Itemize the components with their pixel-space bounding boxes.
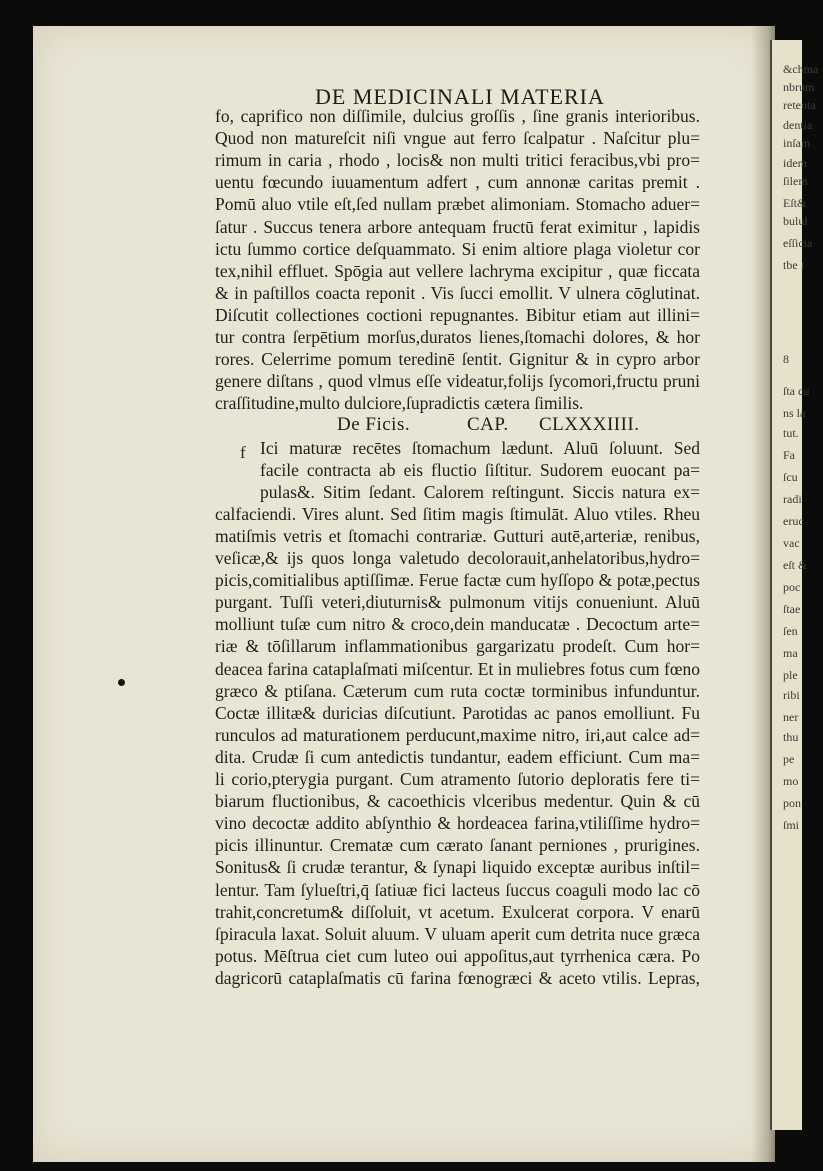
text-line: genere diſtans , quod vlmus eſſe videatur,folijs ſycomori,fructu pruni (215, 371, 700, 392)
chapter-heading (337, 414, 677, 436)
text-line: riæ & tōſillarum inflammationibus gargarizatu prodeſt. Cum hor= (215, 636, 700, 657)
facing-page-fragment: ſtae (783, 602, 801, 616)
text-line: craſſitudine,multo dulciore,ſupradictis cætera ſimilis. (215, 393, 584, 414)
facing-page-fragment: &chma (783, 62, 819, 76)
facing-page-fragment: ribi (783, 688, 800, 702)
text-line: potus. Mēſtrua ciet cum luteo oui appoſitus,aut tyrrhenica cæra. Po (215, 945, 700, 966)
facing-page-fragment: pe (783, 752, 795, 766)
facing-page-fragment: tbe I (783, 258, 805, 272)
chapter-number: CLXXXIIII. (539, 414, 640, 436)
chapter-title: De Ficis. (337, 414, 411, 436)
text-line: li corio,pterygia purgant. Cum atramento ſutorio deploratis fere ti= (215, 769, 700, 789)
facing-page-fragment: eruc (783, 514, 804, 528)
facing-page-fragment: tut. (783, 426, 799, 440)
text-line: dagricorū cataplaſmatis cū farina fœnogræci & aceto vtilis. Lepras, (215, 967, 700, 988)
text-line: molliunt tuſæ cum nitro & croco,dein manducatæ . Decoctum arte= (215, 614, 700, 635)
ink-spot (118, 679, 125, 686)
facing-page-fragment: Fa (783, 448, 795, 462)
facing-page-fragment: dentia (783, 118, 813, 132)
facing-page-fragment: retenta (783, 98, 816, 112)
text-line: trahit,concretum& diſſoluit, vt acetum. Exulcerat corpora. V enarū (215, 901, 700, 922)
text-line: Diſcutit collectiones coctioni repugnantes. Bibitur etiam aut illini= (215, 304, 700, 325)
text-line: picis,comitialibus aptiſſimæ. Ferue factæ cum hyſſopo & potæ,pectus (215, 570, 700, 591)
facing-page-fragment: inſam (783, 136, 811, 150)
text-line: purgant. Tuſſi veteri,diuturnis& pulmonum vitijs conueniunt. Aluū (215, 592, 700, 613)
text-line: ſpiracula laxat. Soluit aluum. V uluam aperit cum detrita nuce græca (215, 923, 700, 944)
text-line: Coctæ illitæ& duricias diſcutiunt. Parotidas ac panos emolliunt. Fu (215, 702, 700, 723)
facing-page-fragment: ner (783, 710, 799, 724)
facing-page-fragment: nbrum (783, 80, 815, 94)
text-line: facile contracta ab eis fluctio ſiſtitur. Sudorem euocant pa= (260, 459, 700, 480)
facing-page-fragment: ſta cu (783, 384, 810, 398)
chapter-cap: CAP. (467, 414, 509, 436)
facing-page-fragment: radi (783, 492, 802, 506)
text-line: Sonitus& ſi crudæ terantur, & ſynapi liquido exceptæ auribus inſtil= (215, 857, 700, 878)
facing-page-edge (770, 40, 819, 1130)
text-line: rores. Celerrime pomum teredinē ſentit. Gignitur & in cypro arbor (215, 349, 700, 370)
facing-page-fragment: mo (783, 774, 799, 788)
text-line: picis illinuntur. Crematæ cum cærato ſanant perniones , prurigines. (215, 835, 700, 856)
text-line: & in paſtillos coacta reponit . Vis ſucci emollit. V ulnera cōglutinat. (215, 282, 700, 303)
facing-page-fragment: ple (783, 668, 798, 682)
text-line: tex,nihil effluet. Spōgia aut vellere lachryma excipitur , quæ ficcata (215, 260, 700, 281)
text-line: uentu fœcundo iuuamentum adfert , cum annonæ caritas premit . (215, 172, 700, 193)
text-line: runculos ad maturationem perducunt,maxime nitro, iri,aut calce ad= (215, 724, 700, 745)
text-line: matiſmis vetris et ſtomachi contrariæ. Gutturi autē,arteriæ, renibus, (215, 525, 700, 546)
text-line: Quod non matureſcit niſi vngue aut ferro ſcalpatur . Naſcitur plu= (215, 128, 700, 149)
text-line: lentur. Tam ſylueſtri,q̄ ſatiuæ fici lacteus ſuccus coaguli modo lac cō (215, 879, 700, 900)
margin-letter: f (240, 443, 246, 462)
facing-page-fragment: ſmi (783, 818, 800, 832)
facing-page-fragment: vac (783, 536, 800, 550)
text-line: ſatur . Succus tenera arbore antequam fructū ferat eximitur , lapidis (215, 216, 700, 237)
facing-page-fragment: Eſt& (783, 196, 807, 210)
facing-page-fragment: ſcu (783, 470, 798, 484)
facing-page-fragment: eſt & (783, 558, 808, 572)
text-line: Ici maturæ recētes ſtomachum lædunt. Aluū ſoluunt. Sed (260, 437, 700, 458)
facing-page-fragment: eſſicia (783, 236, 813, 250)
text-line: pulas&. Sitim ſedant. Calorem reſtingunt. Siccis natura ex= (260, 481, 700, 502)
text-line: deacea farina cataplaſmati miſcentur. Et in muliebres fotus cum fœno (215, 658, 700, 679)
running-head: DE MEDICINALI MATERIA (315, 84, 605, 109)
text-line: biarum fluctionibus, & cacoethicis vlceribus medentur. Quin & cū (215, 791, 700, 812)
text-line: veſicæ,& ijs quos longa valetudo decolorauit,anhelatoribus,hydro= (215, 548, 700, 568)
facing-page-fragment: thu (783, 730, 799, 744)
facing-page-fragment: ſen (783, 624, 798, 638)
text-line: calfaciendi. Vires alunt. Sed ſitim magis ſtimulāt. Aluo vtiles. Rheu (215, 503, 700, 524)
text-line: ictu ſummo cortice deſquammato. Si enim altiore plaga violetur cor (215, 238, 700, 259)
facing-page-fragment: bulul (783, 214, 808, 228)
facing-page-fragment: idem (783, 156, 807, 170)
facing-page-fragment: poc (783, 580, 801, 594)
text-line: rimum in caria , rhodo , locis& non multi tritici feracibus,vbi pro= (215, 150, 700, 171)
text-line: Pomū aluo vtile eſt,ſed nullam præbet alimoniam. Stomacho aduer= (215, 194, 700, 215)
text-line: vino decoctæ addito abſynthio & hordeacea farina,vtiliſſime hydro= (215, 813, 700, 834)
text-line: tur contra ſerpētium morſus,duratos lienes,ſtomachi dolores, & hor (215, 327, 700, 347)
facing-page-fragment: ſilem (783, 174, 808, 188)
text-line: dita. Crudæ ſi cum antedictis tundantur, eadem efficiunt. Cum ma= (215, 746, 700, 767)
facing-page-fragment: pon (783, 796, 801, 810)
facing-page-fragment: ns la (783, 406, 806, 420)
facing-page-fragment: 8 (783, 352, 789, 366)
text-line: fo, caprifico non diſſimile, dulcius groſſis , ſine granis interioribus. (215, 106, 700, 126)
text-line: græco & ptiſana. Cæterum cum ruta coctæ torminibus infunduntur. (215, 680, 700, 701)
facing-page-fragment: ma (783, 646, 798, 660)
